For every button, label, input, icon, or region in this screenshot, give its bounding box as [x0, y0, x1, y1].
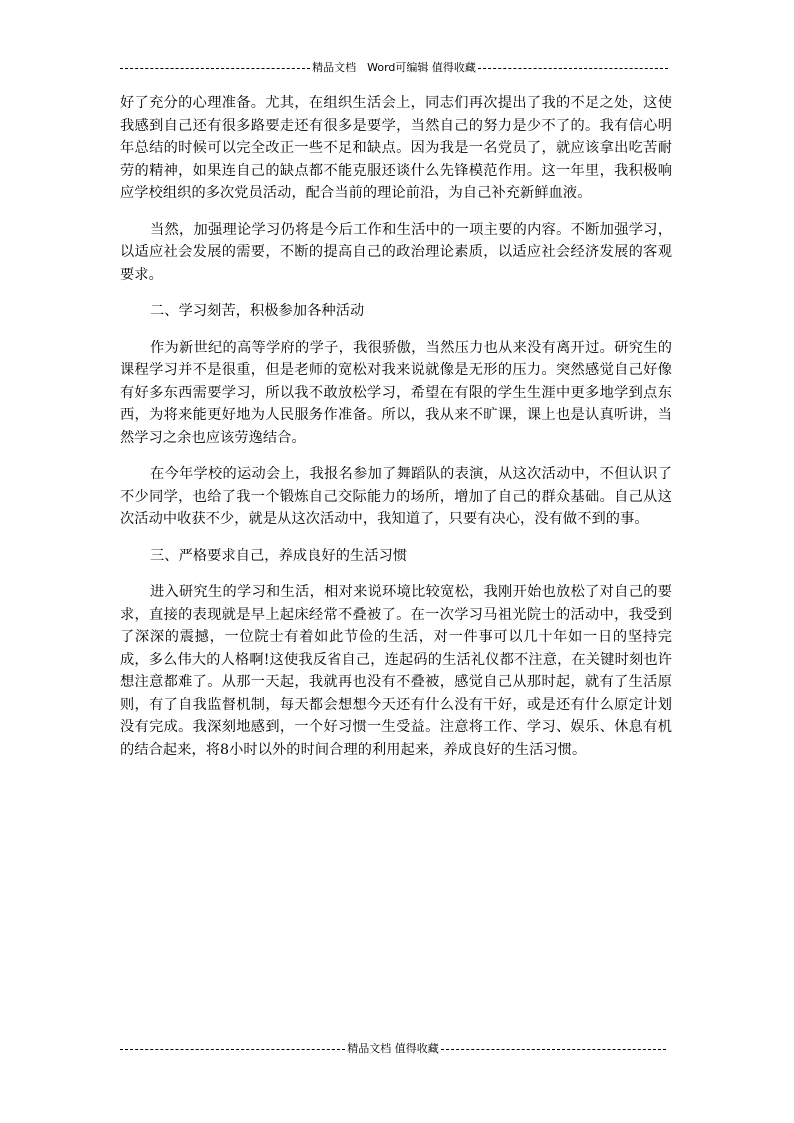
paragraph-continued: 好了充分的心理准备。尤其，在组织生活会上，同志们再次提出了我的不足之处，这使我感到自己还有很多路要走还有很多是要学，当然自己的努力是少不了的。我有信心明年总结的时候可以完全改正一些不足和缺点。因为我是一名党员了，就应该拿出吃苦耐劳的精神，如果连自己的缺点都不能克服还谈什么先锋模范作用。这一年里，我积极响应学校组织的多次党员活动，配合当前的理论前沿，为自己补充新鲜血液。: [120, 95, 672, 201]
header-dash-right: [478, 68, 668, 69]
paragraph-study-hard: 作为新世纪的高等学府的学子，我很骄傲，当然压力也从来没有离开过。研究生的课程学习并不是很重，但是老师的宽松对我来说就像是无形的压力。突然感觉自己好像有好多东西需要学习，所以我不敢放松学习，希望在有限的学生生涯中更多地学到点东西，为将来能更好地为人民服务作准备。所以，我从来不旷课，课上也是认真听讲，当然学习之余也应该劳逸结合。: [120, 339, 672, 446]
section-heading-3: 三、严格要求自己，养成良好的生活习惯: [150, 547, 408, 564]
document-body: [120, 92, 672, 775]
footer-dash-left: [120, 1049, 345, 1050]
footer-label: 精品文档 值得收藏: [347, 1042, 439, 1055]
page-footer: [120, 1042, 666, 1056]
header-dash-left: [120, 68, 310, 69]
paragraph-living-habits: 进入研究生的学习和生活，相对来说环境比较宽松，我刚开始也放松了对自己的要求，直接的表现就是早上起床经常不叠被了。在一次学习马祖光院士的活动中，我受到了深深的震撼，一位院士有着如此节俭的生活，对一件事可以几十年如一日的坚持完成，多么伟大的人格啊!这使我反省自己，连起码的生活礼仪都不注意，在关键时刻也许想注意都难了。从那一天起，我就再也没有不叠被，感觉自己从那时起，就有了生活原则，有了自我监督机制，每天都会想想今天还有什么没有干好，或是还有什么原定计划没有完成。我深刻地感到，一个好习惯一生受益。注意将工作、学习、娱乐、休息有机的结合起来，将8小时以外的时间合理的利用起来，养成良好的生活习惯。: [120, 584, 672, 758]
paragraph-theory-study: 当然，加强理论学习仍将是今后工作和生活中的一项主要的内容。不断加强学习，以适应社会发展的需要，不断的提高自己的政治理论素质，以适应社会经济发展的客观要求。: [120, 221, 672, 283]
paragraph-sports-meet: 在今年学校的运动会上，我报名参加了舞蹈队的表演，从这次活动中，不但认识了不少同学，也给了我一个锻炼自己交际能力的场所，增加了自己的群众基础。自己从这次活动中收获不少，就是从这次活动中，我知道了，只要有决心，没有做不到的事。: [120, 466, 672, 527]
section-heading-2: 二、学习刻苦，积极参加各种活动: [150, 303, 365, 319]
page-header: [120, 61, 668, 75]
footer-dash-right: [441, 1049, 666, 1050]
header-label: 精品文档 Word可编辑 值得收藏: [312, 61, 476, 74]
